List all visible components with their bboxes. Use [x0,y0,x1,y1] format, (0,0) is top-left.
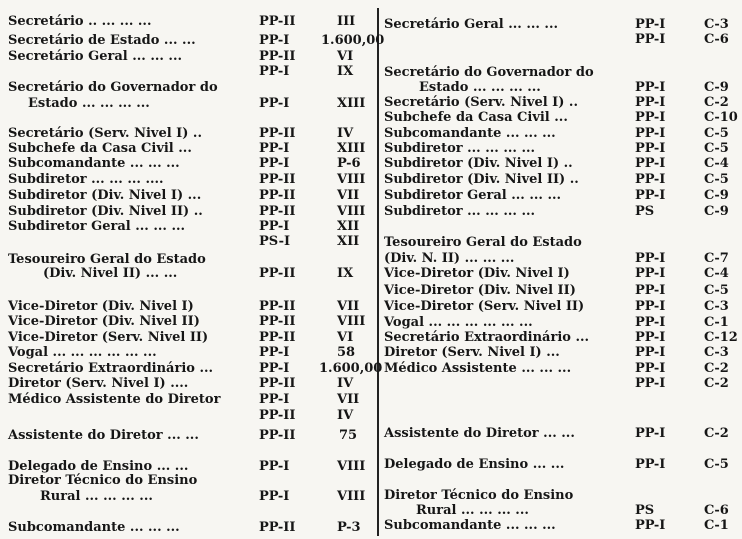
salary-level: IV [337,126,354,141]
table-row [384,488,740,503]
salary-level: C-4 [704,156,729,171]
salary-level: XII [337,219,360,234]
position-title: Estado ... ... ... ... [28,96,150,111]
salary-level: VIII [337,314,366,329]
table-row [8,64,373,79]
salary-level: VIII [337,489,366,504]
salary-level: 1.600,00 [321,33,385,48]
position-title: Estado ... ... ... ... [419,80,541,95]
table-row [384,172,740,187]
table-row [8,204,373,219]
salary-level: C-12 [704,330,738,345]
position-title: Subdiretor ... ... ... .... [8,172,164,187]
position-title: Secretário do Governador do [8,80,218,95]
salary-level: VIII [337,172,366,187]
salary-code: PP-I [635,141,666,156]
table-row [8,252,373,267]
table-row [8,219,373,234]
position-title: Subcomandante ... ... ... [384,518,556,533]
table-row [8,361,383,376]
position-title: Subcomandante ... ... ... [8,156,180,171]
salary-code: PP-I [635,283,666,298]
position-title: Vice-Diretor (Div. Nivel I) [384,266,570,281]
salary-code: PS-I [259,234,291,249]
salary-code: PP-I [635,457,666,472]
table-row [384,299,740,314]
salary-level: C-9 [704,188,729,203]
table-row [8,489,373,504]
table-row [384,95,740,110]
salary-level: C-6 [704,32,729,47]
salary-level: IX [337,266,354,281]
salary-level: C-6 [704,503,729,518]
salary-level: C-1 [704,315,729,330]
position-title: Secretário Extraordinário ... [8,361,214,376]
salary-code: PP-II [259,188,296,203]
position-title: Diretor Técnico do Ensino [8,473,198,488]
table-row [8,266,373,281]
salary-level: C-5 [704,457,729,472]
position-title: Subdiretor ... ... ... ... [384,204,536,219]
salary-code: PP-II [259,172,296,187]
position-title: Rural ... ... ... ... [416,503,529,518]
table-row [384,330,740,345]
salary-level: C-3 [704,345,729,360]
table-row [384,376,740,391]
salary-level: C-3 [704,299,729,314]
salary-level: C-3 [704,17,729,32]
salary-level: C-4 [704,266,729,281]
salary-level: C-1 [704,518,729,533]
salary-code: PP-I [635,17,666,32]
salary-level: VI [337,49,354,64]
salary-level: VII [337,299,360,314]
table-row [384,283,740,298]
salary-level: 1.600,00 [319,361,383,376]
position-title: Médico Assistente do Diretor [8,392,221,407]
salary-level: C-5 [704,172,729,187]
salary-code: PS [635,503,655,518]
position-title: Secretário Extraordinário ... [384,330,590,345]
salary-level: C-2 [704,376,729,391]
position-title: Secretário do Governador do [384,65,594,80]
salary-code: PP-I [635,188,666,203]
salary-code: PP-II [259,204,296,219]
table-row [384,315,740,330]
salary-code: PP-I [259,156,290,171]
salary-level: C-5 [704,283,729,298]
salary-code: PP-II [259,428,296,443]
table-row [384,65,740,80]
salary-level: C-9 [704,80,729,95]
salary-level: XIII [337,96,366,111]
salary-level: IV [337,376,354,391]
table-row [384,17,740,32]
salary-level: C-2 [704,361,729,376]
position-title: Médico Assistente ... ... ... [384,361,572,376]
position-title: Subdiretor (Div. Nivel I) .. [384,156,573,171]
salary-code: PP-I [635,299,666,314]
position-title: Secretário (Serv. Nivel I) .. [384,95,578,110]
table-row [8,172,373,187]
salary-code: PP-II [259,126,296,141]
position-title: Subchefe da Casa Civil ... [8,141,192,156]
table-row [8,49,373,64]
salary-level: P-6 [337,156,361,171]
position-title: Subdiretor (Div. Nivel II) .. [8,204,203,219]
salary-level: III [337,14,356,29]
position-title: Vogal ... ... ... ... ... ... [8,345,157,360]
table-row [8,141,373,156]
table-row [384,110,740,125]
position-title: Delegado de Ensino ... ... [384,457,565,472]
position-title: Diretor (Serv. Nivel I) .... [8,376,189,391]
salary-code: PP-I [259,96,290,111]
salary-code: PP-I [635,266,666,281]
table-row [384,426,740,441]
table-row [384,156,740,171]
position-title: Rural ... ... ... ... [40,489,153,504]
salary-code: PP-I [259,64,290,79]
table-row [8,314,373,329]
salary-code: PP-I [259,345,290,360]
table-row [384,204,740,219]
salary-code: PP-I [635,251,666,266]
table-row [384,80,740,95]
position-title: Vice-Diretor (Div. Nivel II) [384,283,576,298]
table-row [384,266,740,281]
position-title: Assistente do Diretor ... ... [8,428,199,443]
table-row [8,330,373,345]
position-title: Vice-Diretor (Serv. Nivel II) [8,330,209,345]
position-title: Subchefe da Casa Civil ... [384,110,568,125]
salary-code: PP-II [259,376,296,391]
table-row [384,345,740,360]
table-row [8,156,373,171]
position-title: Subdiretor (Div. Nivel I) ... [8,188,202,203]
column-divider [377,8,379,536]
salary-level: VIII [337,459,366,474]
salary-level: VII [337,392,360,407]
salary-code: PP-I [259,392,290,407]
salary-code: PP-I [635,315,666,330]
position-title: Secretário .. ... ... ... [8,14,152,29]
salary-level: C-5 [704,141,729,156]
position-title: Subcomandante ... ... ... [8,520,180,535]
salary-level: IV [337,408,354,423]
position-title: Tesoureiro Geral do Estado [8,252,206,267]
salary-code: PP-I [635,345,666,360]
position-title: Subdiretor (Div. Nivel II) .. [384,172,579,187]
position-title: Secretário de Estado ... ... [8,33,196,48]
table-row [8,126,373,141]
salary-code: PP-I [635,32,666,47]
position-title: Vice-Diretor (Div. Nivel I) [8,299,194,314]
salary-level: VI [337,330,354,345]
table-row [8,14,373,29]
table-row [8,33,385,48]
salary-code: PP-II [259,330,296,345]
salary-level: XIII [337,141,366,156]
salary-code: PP-I [635,376,666,391]
position-title: Secretário Geral ... ... ... [8,49,183,64]
salary-level: 58 [337,345,356,360]
salary-level: XII [337,234,360,249]
position-title: Secretário (Serv. Nivel I) .. [8,126,202,141]
position-title: Subcomandante ... ... ... [384,126,556,141]
table-row [8,96,373,111]
salary-code: PP-II [259,49,296,64]
table-row [8,392,373,407]
table-row [384,457,740,472]
table-row [384,251,740,266]
table-row [8,234,373,249]
table-row [384,518,740,533]
salary-code: PP-I [259,33,290,48]
position-title: Delegado de Ensino ... ... [8,459,189,474]
salary-level: C-7 [704,251,729,266]
position-title: Diretor Técnico do Ensino [384,488,574,503]
position-title: Subdiretor ... ... ... ... [384,141,536,156]
salary-code: PP-II [259,266,296,281]
table-row [384,235,740,250]
table-row [8,459,373,474]
position-title: Subdiretor Geral ... ... ... [8,219,186,234]
salary-code: PP-I [635,80,666,95]
table-row [8,345,373,360]
position-title: Assistente do Diretor ... ... [384,426,575,441]
salary-code: PP-I [635,126,666,141]
salary-code: PP-II [259,14,296,29]
salary-code: PP-II [259,408,296,423]
position-title: (Div. Nivel II) ... ... [43,266,178,281]
table-row [384,188,740,203]
position-title: Vice-Diretor (Serv. Nivel II) [384,299,585,314]
salary-code: PP-II [259,314,296,329]
table-row [8,188,373,203]
salary-level: 75 [339,428,358,443]
salary-code: PP-II [259,299,296,314]
position-title: Subdiretor Geral ... ... ... [384,188,562,203]
salary-code: PP-I [635,95,666,110]
salary-code: PP-I [259,219,290,234]
salary-level: C-5 [704,126,729,141]
salary-level: C-2 [704,426,729,441]
salary-code: PP-I [259,361,290,376]
salary-level: C-2 [704,95,729,110]
position-title: Vice-Diretor (Div. Nivel II) [8,314,200,329]
table-row [8,473,373,488]
salary-level: P-3 [337,520,361,535]
salary-code: PP-I [259,459,290,474]
salary-code: PP-I [635,330,666,345]
table-row [8,299,373,314]
table-row [384,126,740,141]
position-title: (Div. N. II) ... ... ... [384,251,515,266]
salary-level: C-10 [704,110,738,125]
table-row [384,141,740,156]
position-title: Vogal ... ... ... ... ... ... [384,315,533,330]
salary-code: PP-I [635,172,666,187]
salary-level: IX [337,64,354,79]
salary-code: PP-I [635,518,666,533]
salary-code: PP-I [259,489,290,504]
table-row [8,428,373,443]
salary-code: PP-I [635,110,666,125]
salary-code: PS [635,204,655,219]
position-title: Secretário Geral ... ... ... [384,17,559,32]
salary-code: PP-I [635,156,666,171]
position-title: Tesoureiro Geral do Estado [384,235,582,250]
table-row [384,32,740,47]
position-title: Diretor (Serv. Nivel I) ... [384,345,560,360]
table-row [8,80,373,95]
table-row [8,408,373,423]
salary-code: PP-I [635,361,666,376]
table-row [384,503,740,518]
salary-level: C-9 [704,204,729,219]
salary-code: PP-II [259,520,296,535]
salary-level: VII [337,188,360,203]
salary-code: PP-I [259,141,290,156]
table-row [8,376,373,391]
table-row [8,520,373,535]
salary-code: PP-I [635,426,666,441]
table-row [384,361,740,376]
salary-level: VIII [337,204,366,219]
